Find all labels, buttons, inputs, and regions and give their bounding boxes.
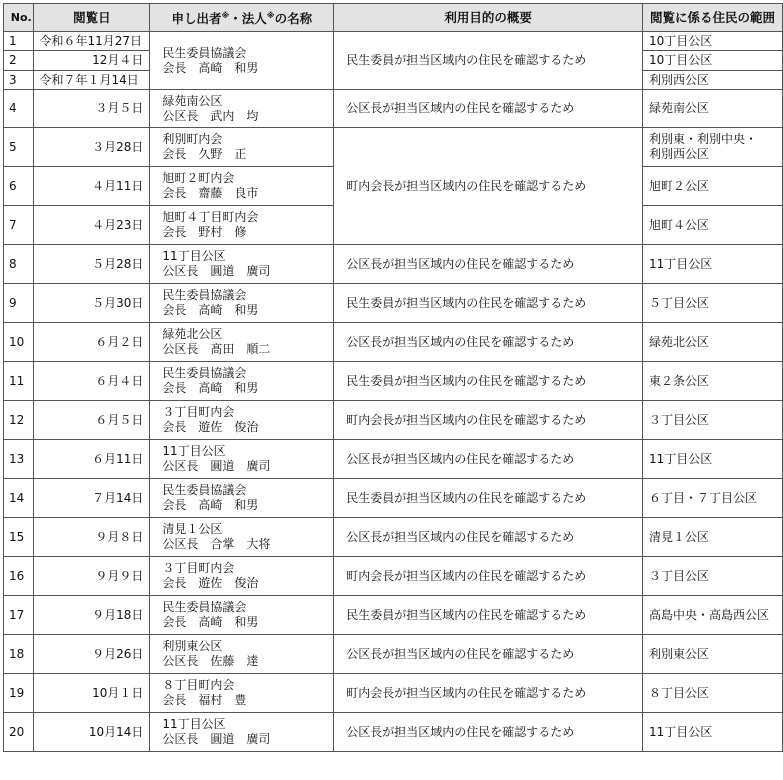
row-range: 10丁目公区: [643, 51, 783, 71]
row-no: 5: [4, 128, 34, 167]
row-range: 緑苑北公区: [643, 323, 783, 362]
row-date: ９月26日: [34, 635, 150, 674]
header-applicant-suffix: の名称: [274, 11, 313, 27]
row-applicant: [150, 284, 334, 323]
range-line2: 利別西公区: [649, 147, 710, 161]
row-purpose: 民生委員が担当区域内の住民を確認するため: [334, 479, 643, 518]
row-date: ６月４日: [34, 362, 150, 401]
row-range: 旭町４公区: [643, 206, 783, 245]
row-range: 東２条公区: [643, 362, 783, 401]
row-applicant: [150, 401, 334, 440]
table-row: [4, 518, 783, 557]
row-no: 3: [4, 71, 34, 90]
row-range: 旭町２公区: [643, 167, 783, 206]
header-purpose: 利用目的の概要: [334, 4, 643, 32]
table-row: [4, 479, 783, 518]
row-no: 15: [4, 518, 34, 557]
applicant-person: 公区長 圓道 廣司: [162, 732, 271, 746]
row-purpose: 公区長が担当区域内の住民を確認するため: [334, 245, 643, 284]
applicant-org: 民生委員協議会: [162, 45, 247, 60]
row-range: ３丁目公区: [643, 401, 783, 440]
applicant-person: 会長 福村 豊: [162, 693, 247, 707]
row-no: 11: [4, 362, 34, 401]
row-date: ９月18日: [34, 596, 150, 635]
row-date: ９月８日: [34, 518, 150, 557]
row-purpose: 町内会長が担当区域内の住民を確認するため: [334, 557, 643, 596]
row-date: 10月１日: [34, 674, 150, 713]
row-purpose: 公区長が担当区域内の住民を確認するため: [334, 90, 643, 128]
applicant-org: 旭町２町内会: [162, 171, 235, 185]
header-applicant-mark1: ※: [221, 11, 230, 21]
header-range: 閲覧に係る住民の範囲: [643, 4, 783, 32]
applicant-org: ３丁目町内会: [162, 405, 235, 419]
records-table: [3, 3, 783, 752]
row-range: ５丁目公区: [643, 284, 783, 323]
applicant-org: ３丁目町内会: [162, 561, 235, 575]
row-applicant: [150, 362, 334, 401]
row-date: ６月２日: [34, 323, 150, 362]
row-range: 利別東公区: [643, 635, 783, 674]
applicant-person: 会長 野村 修: [162, 225, 247, 239]
row-no: 17: [4, 596, 34, 635]
header-applicant: [150, 4, 334, 32]
row-date: 12月４日: [34, 51, 150, 71]
row-date: ６月５日: [34, 401, 150, 440]
row-date: ５月30日: [34, 284, 150, 323]
table-row: [4, 401, 783, 440]
row-date: ７月14日: [34, 479, 150, 518]
row-date: ６月11日: [34, 440, 150, 479]
row-no: 14: [4, 479, 34, 518]
header-applicant-mid: ・法人: [229, 11, 267, 27]
table-row: [4, 90, 783, 128]
row-applicant: [150, 635, 334, 674]
applicant-person: 公区長 圓道 廣司: [162, 459, 271, 473]
row-range: ６丁目・７丁目公区: [643, 479, 783, 518]
applicant-person: 公区長 髙田 順二: [162, 342, 271, 356]
table-row: [4, 323, 783, 362]
applicant-person: 公区長 佐藤 達: [162, 654, 259, 668]
row-range: ８丁目公区: [643, 674, 783, 713]
table-row: [4, 557, 783, 596]
row-range: 清見１公区: [643, 518, 783, 557]
row-range: 11丁目公区: [643, 713, 783, 752]
row-purpose: 民生委員が担当区域内の住民を確認するため: [334, 362, 643, 401]
row-no: 4: [4, 90, 34, 128]
row-applicant: [150, 167, 334, 206]
row-purpose: 公区長が担当区域内の住民を確認するため: [334, 323, 643, 362]
applicant-org: 清見１公区: [162, 522, 223, 536]
table-row: [4, 674, 783, 713]
applicant-person: 会長 高崎 和男: [162, 60, 259, 75]
row-no: 1: [4, 32, 34, 51]
table-row: [4, 596, 783, 635]
row-applicant: [150, 479, 334, 518]
applicant-person: 公区長 合掌 大将: [162, 537, 271, 551]
row-range: ３丁目公区: [643, 557, 783, 596]
applicant-org: ８丁目町内会: [162, 678, 235, 692]
applicant-person: 公区長 武内 均: [162, 108, 259, 123]
row-purpose: 公区長が担当区域内の住民を確認するため: [334, 518, 643, 557]
table-row: [4, 245, 783, 284]
row-applicant: [150, 518, 334, 557]
row-applicant: [150, 90, 334, 128]
row-date: 10月14日: [34, 713, 150, 752]
applicant-person: 会長 高崎 和男: [162, 381, 259, 395]
row-applicant: [150, 440, 334, 479]
applicant-org: 利別町内会: [162, 132, 223, 146]
applicant-person: 会長 高崎 和男: [162, 303, 259, 317]
row-applicant: [150, 245, 334, 284]
row-range: 11丁目公区: [643, 440, 783, 479]
applicant-person: 会長 遊佐 俊治: [162, 420, 259, 434]
row-date: ３月５日: [34, 90, 150, 128]
row-date: ４月11日: [34, 167, 150, 206]
range-line1: 利別東・利別中央・: [649, 132, 758, 146]
row-applicant: [150, 674, 334, 713]
row-date: ５月28日: [34, 245, 150, 284]
applicant-org: 11丁目公区: [162, 444, 226, 458]
row-applicant: [150, 596, 334, 635]
table-row: [4, 284, 783, 323]
applicant-person: 会長 久野 正: [162, 147, 247, 161]
row-purpose: 民生委員が担当区域内の住民を確認するため: [334, 596, 643, 635]
row-date: ９月９日: [34, 557, 150, 596]
row-no: 20: [4, 713, 34, 752]
applicant-org: 民生委員協議会: [162, 600, 247, 614]
table-body: [4, 32, 783, 752]
table-row: [4, 32, 783, 51]
row-range: 11丁目公区: [643, 245, 783, 284]
applicant-person: 会長 遊佐 俊治: [162, 576, 259, 590]
row-range: 10丁目公区: [643, 32, 783, 51]
row-no: 9: [4, 284, 34, 323]
applicant-person: 会長 齋藤 良市: [162, 186, 259, 200]
row-purpose: 公区長が担当区域内の住民を確認するため: [334, 440, 643, 479]
header-no: No.: [4, 4, 34, 32]
row-applicant: [150, 32, 334, 90]
row-applicant: [150, 206, 334, 245]
row-date: ３月28日: [34, 128, 150, 167]
header-applicant-prefix: 申し出者: [171, 11, 222, 27]
row-no: 13: [4, 440, 34, 479]
applicant-org: 11丁目公区: [162, 249, 226, 263]
row-applicant: [150, 323, 334, 362]
table-row: [4, 635, 783, 674]
row-purpose: 町内会長が担当区域内の住民を確認するため: [334, 128, 643, 245]
table-row: [4, 362, 783, 401]
row-no: 16: [4, 557, 34, 596]
table-header: [4, 4, 783, 32]
applicant-org: 旭町４丁目町内会: [162, 210, 259, 224]
table-row: [4, 713, 783, 752]
applicant-person: 公区長 圓道 廣司: [162, 264, 271, 278]
row-no: 2: [4, 51, 34, 71]
row-purpose: 公区長が担当区域内の住民を確認するため: [334, 713, 643, 752]
row-no: 18: [4, 635, 34, 674]
table-row: [4, 128, 783, 167]
row-no: 10: [4, 323, 34, 362]
row-date: 令和６年11月27日: [34, 32, 150, 51]
row-range: 高島中央・高島西公区: [643, 596, 783, 635]
row-purpose: 民生委員が担当区域内の住民を確認するため: [334, 284, 643, 323]
row-applicant: [150, 557, 334, 596]
applicant-person: 会長 高崎 和男: [162, 498, 259, 512]
row-purpose: 民生委員が担当区域内の住民を確認するため: [334, 32, 643, 90]
row-purpose: 町内会長が担当区域内の住民を確認するため: [334, 401, 643, 440]
applicant-org: 緑苑北公区: [162, 327, 223, 341]
row-applicant: [150, 128, 334, 167]
applicant-org: 11丁目公区: [162, 717, 226, 731]
row-range: [643, 128, 783, 167]
table-row: [4, 440, 783, 479]
applicant-org: 民生委員協議会: [162, 366, 247, 380]
row-date: 令和７年１月14日: [34, 71, 150, 90]
row-no: 6: [4, 167, 34, 206]
applicant-org: 利別東公区: [162, 639, 223, 653]
header-date: 閲覧日: [34, 4, 150, 32]
applicant-org: 民生委員協議会: [162, 483, 247, 497]
row-no: 7: [4, 206, 34, 245]
row-applicant: [150, 713, 334, 752]
row-purpose: 公区長が担当区域内の住民を確認するため: [334, 635, 643, 674]
row-no: 19: [4, 674, 34, 713]
header-applicant-mark2: ※: [266, 11, 275, 21]
applicant-org: 民生委員協議会: [162, 288, 247, 302]
row-no: 12: [4, 401, 34, 440]
row-range: 緑苑南公区: [643, 90, 783, 128]
row-purpose: 町内会長が担当区域内の住民を確認するため: [334, 674, 643, 713]
row-range: 利別西公区: [643, 71, 783, 90]
applicant-person: 会長 高崎 和男: [162, 615, 259, 629]
row-date: ４月23日: [34, 206, 150, 245]
applicant-org: 緑苑南公区: [162, 93, 223, 108]
row-no: 8: [4, 245, 34, 284]
